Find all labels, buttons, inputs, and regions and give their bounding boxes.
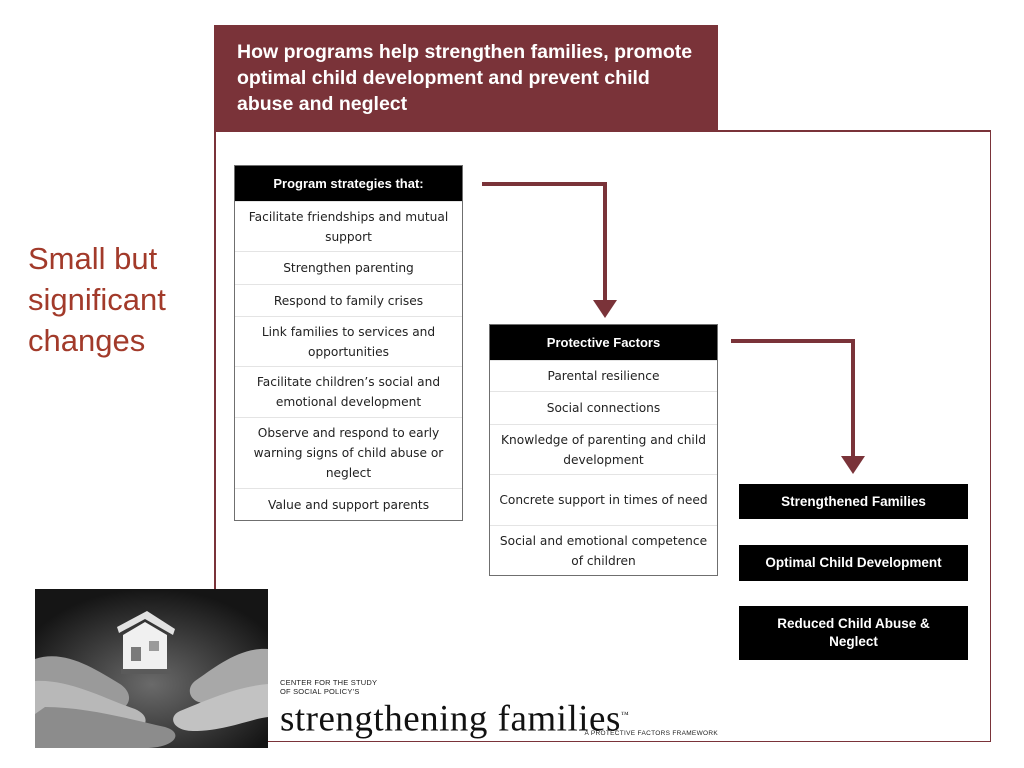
strategy-item: Facilitate children’s social and emotional development	[235, 366, 462, 417]
protective-factors-box	[489, 324, 718, 576]
outcome-optimal-child-development: Optimal Child Development	[739, 545, 968, 581]
strategy-item: Respond to family crises	[235, 284, 462, 316]
strategy-item: Link families to services and opportunities	[235, 316, 462, 366]
logo-line-1: CENTER FOR THE STUDY	[280, 678, 378, 687]
strategy-item: Observe and respond to early warning signs of child abuse or neglect	[235, 417, 462, 488]
outcome-reduced-child-abuse: Reduced Child Abuse & Neglect	[739, 606, 968, 660]
outcome-strengthened-families: Strengthened Families	[739, 484, 968, 519]
protective-factor-item: Concrete support in times of need	[490, 474, 717, 525]
protective-factor-item: Parental resilience	[490, 360, 717, 391]
logo-trademark: ™	[620, 710, 630, 719]
strengthening-families-logo	[280, 678, 730, 740]
protective-factor-item: Social and emotional competence of children	[490, 525, 717, 575]
strategy-item: Strengthen parenting	[235, 251, 462, 284]
side-caption: Small but significant changes	[28, 241, 166, 358]
logo-wordmark-text: strengthening families	[280, 698, 621, 740]
protective-factor-item: Knowledge of parenting and child development	[490, 424, 717, 474]
program-strategies-heading: Program strategies that:	[235, 166, 462, 201]
diagram-title: How programs help strengthen families, promote optimal child development and prevent child abuse and neglect	[214, 25, 718, 132]
strategy-item: Facilitate friendships and mutual support	[235, 201, 462, 251]
protective-factors-heading: Protective Factors	[490, 325, 717, 360]
logo-line-2: OF SOCIAL POLICY’S	[280, 687, 360, 696]
logo-tagline: A PROTECTIVE FACTORS FRAMEWORK	[584, 730, 718, 737]
hands-holding-house-photo	[35, 589, 268, 748]
protective-factor-item: Social connections	[490, 391, 717, 424]
program-strategies-box	[234, 165, 463, 521]
strategy-item: Value and support parents	[235, 488, 462, 520]
